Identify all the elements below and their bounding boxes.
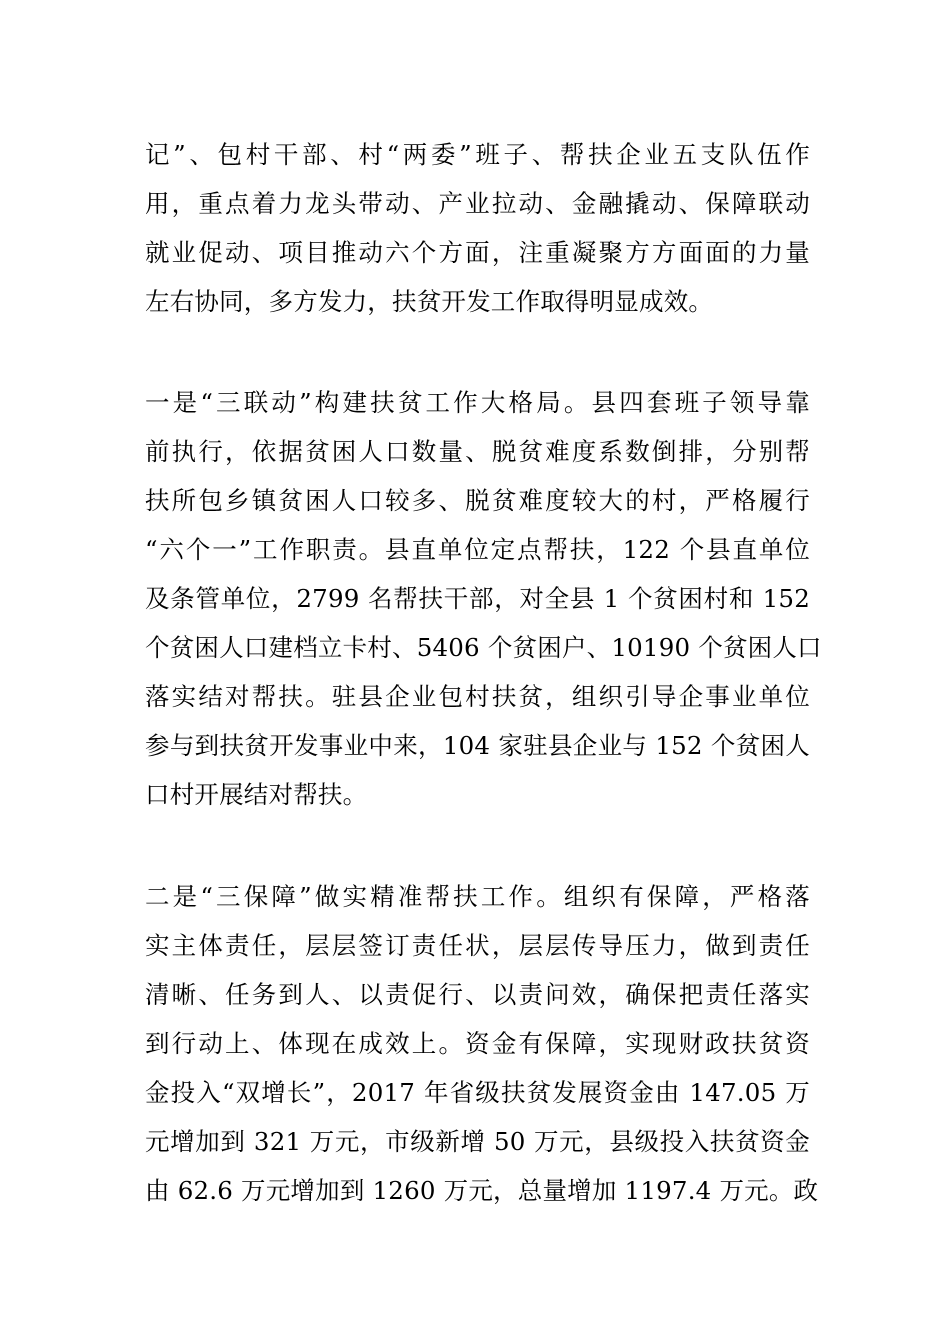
paragraph-three-guarantees — [145, 872, 819, 1215]
text-line: 金投入“双增长”，2017 年省级扶贫发展资金由 147.05 万 — [145, 1078, 810, 1107]
text-line: 记”、包村干部、村“两委”班子、帮扶企业五支队伍作 — [145, 140, 810, 169]
text-line: 二是“三保障”做实精准帮扶工作。组织有保障，严格落 — [145, 882, 810, 911]
text-line: 落实结对帮扶。驻县企业包村扶贫，组织引导企事业单位 — [145, 682, 810, 711]
text-line: 左右协同，多方发力，扶贫开发工作取得明显成效。 — [145, 287, 714, 316]
text-line: “六个一”工作职责。县直单位定点帮扶，122 个县直单位 — [145, 535, 810, 564]
text-line: 用，重点着力龙头带动、产业拉动、金融撬动、保障联动 — [145, 189, 810, 218]
text-line: 清晰、任务到人、以责促行、以责问效，确保把责任落实 — [145, 980, 810, 1009]
text-line: 扶所包乡镇贫困人口较多、脱贫难度较大的村，严格履行 — [145, 486, 810, 515]
paragraph-three-linkage — [145, 378, 822, 819]
text-line: 及条管单位，2799 名帮扶干部，对全县 1 个贫困村和 152 — [145, 584, 810, 613]
text-line: 前执行，依据贫困人口数量、脱贫难度系数倒排，分别帮 — [145, 437, 810, 466]
text-line: 个贫困人口建档立卡村、5406 个贫困户、10190 个贫困人口 — [145, 633, 822, 662]
text-line: 元增加到 321 万元，市级新增 50 万元，县级投入扶贫资金 — [145, 1127, 810, 1156]
paragraph-intro — [145, 130, 810, 326]
text-line: 口村开展结对帮扶。 — [145, 780, 368, 809]
text-line: 就业促动、项目推动六个方面，注重凝聚方方面面的力量 — [145, 238, 810, 267]
text-line: 实主体责任，层层签订责任状，层层传导压力，做到责任 — [145, 931, 810, 960]
text-line: 参与到扶贫开发事业中来，104 家驻县企业与 152 个贫困人 — [145, 731, 810, 760]
text-line: 一是“三联动”构建扶贫工作大格局。县四套班子领导靠 — [145, 388, 810, 417]
text-line: 到行动上、体现在成效上。资金有保障，实现财政扶贫资 — [145, 1029, 810, 1058]
text-line: 由 62.6 万元增加到 1260 万元，总量增加 1197.4 万元。政 — [145, 1176, 819, 1205]
